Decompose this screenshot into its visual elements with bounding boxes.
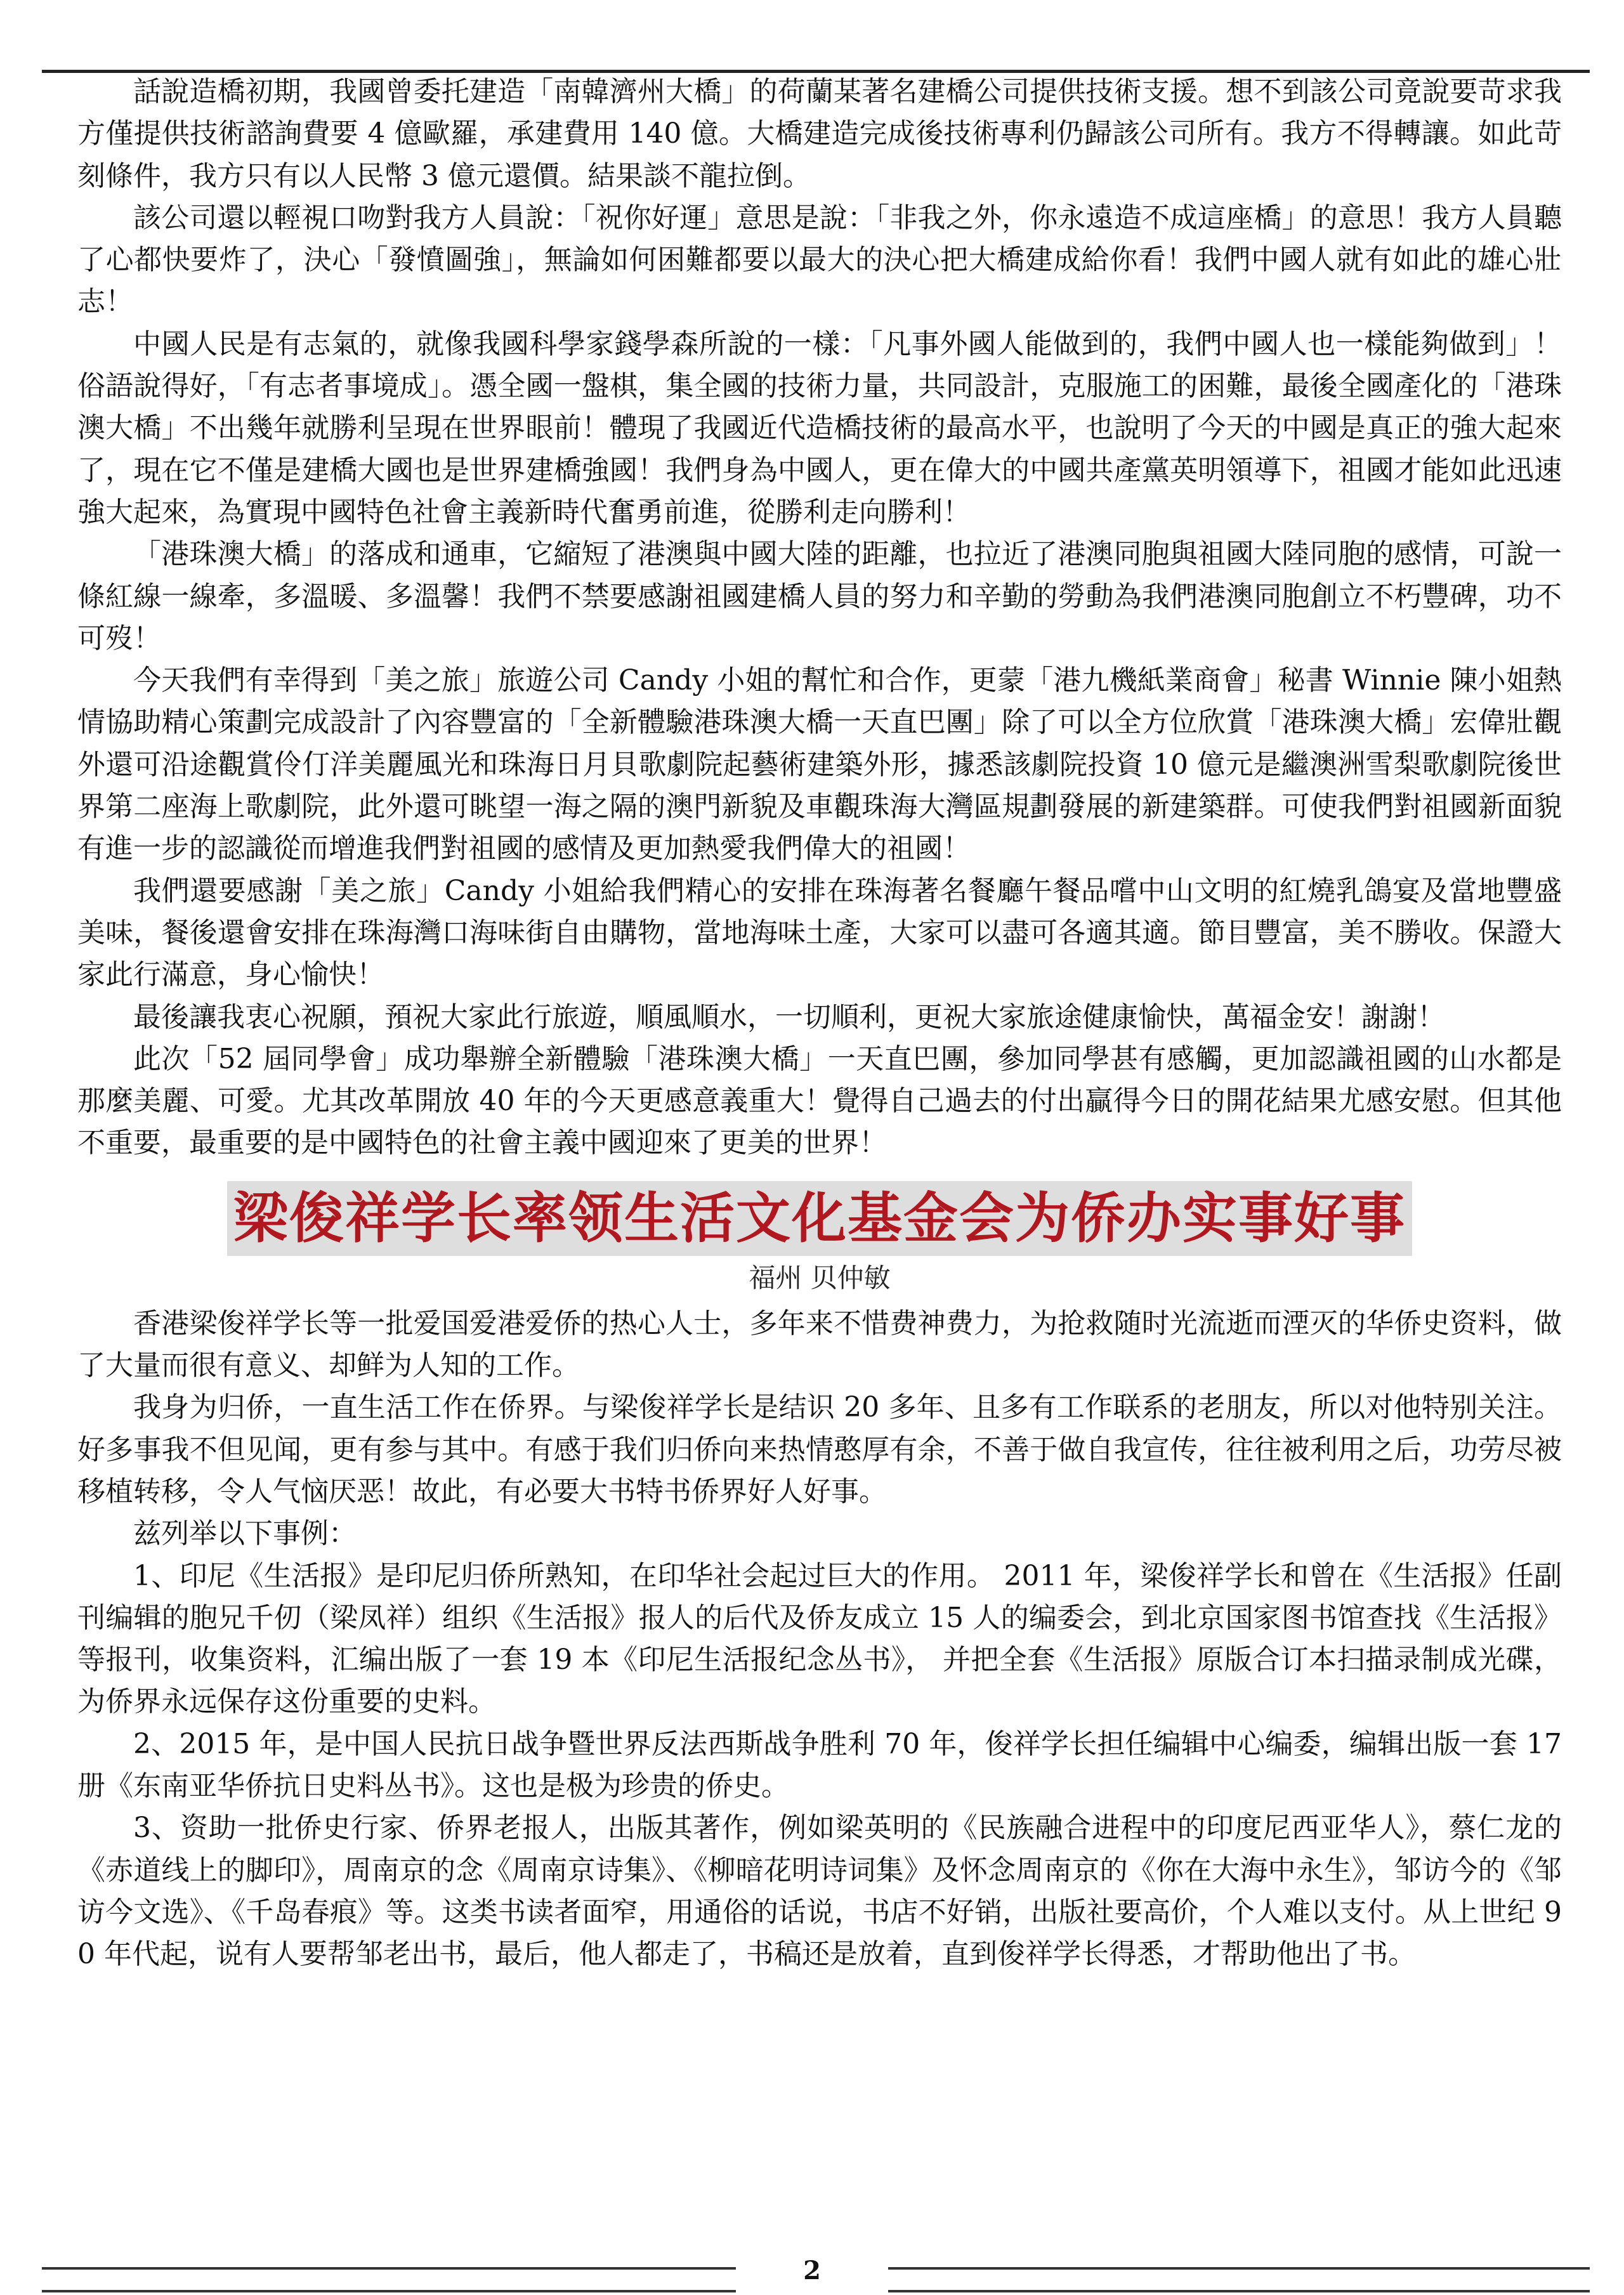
- page-number: 2: [803, 2256, 821, 2285]
- article-byline: 福州 贝仲敏: [749, 1262, 891, 1293]
- footer-rule: [42, 2290, 736, 2292]
- paragraph: 我們還要感謝「美之旅」Candy 小姐給我們精心的安排在珠海著名餐廳午餐品嚐中山文明的紅燒乳鴿宴及當地豐盛美味，餐後還會安排在珠海灣口海味街自由購物，當地海味土產，大家可以盡可各適其適。節目豐富，美不勝收。保證大家此行滿意，身心愉快！: [77, 874, 1562, 991]
- footer-rule: [888, 2267, 1590, 2270]
- article-bridge: [77, 71, 1562, 1165]
- paragraph: 「港珠澳大橋」的落成和通車，它縮短了港澳與中國大陸的距離，也拉近了港澳同胞與祖國大陸同胞的感情，可說一條紅線一線牽，多溫暖、多溫馨！我們不禁要感謝祖國建橋人員的努力和辛勤的勞動為我們港澳同胞創立不朽豐碑，功不可歿！: [77, 538, 1562, 655]
- paragraph: 1、印尼《生活报》是印尼归侨所熟知，在印华社会起过巨大的作用。 2011 年，梁俊祥学长和曾在《生活报》任副刊编辑的胞兄千仞（梁凤祥）组织《生活报》报人的后代及侨友成立 15 人的编委会，到北京国家图书馆查找《生活报》等报刊，收集资料，汇编出版了一套 19 本《印尼生活报纪念丛书》， 并把全套《生活报》原版合订本扫描录制成光碟，为侨界永远保存这份重要的史料。: [77, 1559, 1562, 1718]
- paragraph: 兹列举以下事例：: [133, 1517, 357, 1550]
- page-body: [77, 71, 1562, 1975]
- paragraph: 2、2015 年，是中国人民抗日战争暨世界反法西斯战争胜利 70 年，俊祥学长担任编辑中心编委，编辑出版一套 17 册《东南亚华侨抗日史料丛书》。这也是极为珍贵的侨史。: [77, 1727, 1562, 1802]
- article-title-wrap: [77, 1181, 1562, 1256]
- paragraph: 此次「52 屆同學會」成功舉辦全新體驗「港珠澳大橋」一天直巴團，參加同學甚有感觸，更加認識祖國的山水都是那麼美麗、可愛。尤其改革開放 40 年的今天更感意義重大！覺得自己過去的付出贏得今日的開花結果尤感安慰。但其他不重要，最重要的是中國特色的社會主義中國迎來了更美的世界！: [77, 1042, 1562, 1160]
- footer-rule: [888, 2290, 1590, 2292]
- paragraph: 中國人民是有志氣的，就像我國科學家錢學森所說的一樣：「凡事外國人能做到的，我們中國人也一樣能夠做到」！俗語說得好，「有志者事境成」。憑全國一盤棋，集全國的技術力量，共同設計，克服施工的困難，最後全國產化的「港珠澳大橋」不出幾年就勝利呈現在世界眼前！體現了我國近代造橋技術的最高水平，也說明了今天的中國是真正的強大起來了，現在它不僅是建橋大國也是世界建橋強國！我們身為中國人，更在偉大的中國共產黨英明領導下，祖國才能如此迅速強大起來，為實現中國特色社會主義新時代奮勇前進，從勝利走向勝利！: [77, 327, 1562, 528]
- article-title: 梁俊祥学长率领生活文化基金会为侨办实事好事: [227, 1181, 1412, 1256]
- paragraph: 話說造橋初期，我國曾委托建造「南韓濟州大橋」的荷蘭某著名建橋公司提供技術支援。想不到該公司竟說要苛求我方僅提供技術諮詢費要 4 億歐羅，承建費用 140 億。大橋建造完成後技術專利仍歸該公司所有。我方不得轉讓。如此苛刻條件，我方只有以人民幣 3 億元還價。結果談不龍拉倒。: [77, 75, 1562, 192]
- paragraph: 該公司還以輕視口吻對我方人員說：「祝你好運」意思是說：「非我之外，你永遠造不成這座橋」的意思！我方人員聽了心都快要炸了，決心「發憤圖強」，無論如何困難都要以最大的決心把大橋建成給你看！我們中國人就有如此的雄心壯志！: [77, 201, 1562, 318]
- paragraph: 我身为归侨，一直生活工作在侨界。与梁俊祥学长是结识 20 多年、且多有工作联系的老朋友，所以对他特别关注。好多事我不但见闻，更有参与其中。有感于我们归侨向来热情憨厚有余，不善于做自我宣传，往往被利用之后，功劳尽被移植转移，令人气恼厌恶！故此，有必要大书特书侨界好人好事。: [77, 1391, 1562, 1508]
- footer-rule: [42, 2267, 736, 2270]
- paragraph: 3、资助一批侨史行家、侨界老报人，出版其著作，例如梁英明的《民族融合进程中的印度尼西亚华人》，蔡仁龙的《赤道线上的脚印》，周南京的念《周南京诗集》、《柳暗花明诗词集》及怀念周南京的《你在大海中永生》，邹访今的《邹访今文选》、《千岛春痕》等。这类书读者面窄，用通俗的话说，书店不好销，出版社要高价，个人难以支付。从上世纪 90 年代起，说有人要帮邹老出书，最后，他人都走了，书稿还是放着，直到俊祥学长得悉，才帮助他出了书。: [77, 1812, 1562, 1971]
- page-footer: [0, 2258, 1624, 2295]
- paragraph: 今天我們有幸得到「美之旅」旅遊公司 Candy 小姐的幫忙和合作，更蒙「港九機紙業商會」秘書 Winnie 陳小姐熱情協助精心策劃完成設計了內容豐富的「全新體驗港珠澳大橋一天直巴團」除了可以全方位欣賞「港珠澳大橋」宏偉壯觀外還可沿途觀賞伶仃洋美麗風光和珠海日月貝歌劇院起藝術建築外形，據悉該劇院投資 10 億元是繼澳洲雪梨歌劇院後世界第二座海上歌劇院，此外還可眺望一海之隔的澳門新貌及車觀珠海大灣區規劃發展的新建築群。可使我們對祖國新面貌有進一步的認識從而增進我們對祖國的感情及更加熱愛我們偉大的祖國！: [77, 664, 1562, 865]
- paragraph: 香港梁俊祥学长等一批爱国爱港爱侨的热心人士，多年来不惜费神费力，为抢救随时光流逝而湮灭的华侨史资料，做了大量而很有意义、却鲜为人知的工作。: [77, 1307, 1562, 1382]
- article-foundation: [77, 1181, 1562, 1976]
- paragraph: 最後讓我衷心祝願，預祝大家此行旅遊，順風順水，一切順利，更祝大家旅途健康愉快，萬福金安！謝謝！: [133, 1000, 1445, 1033]
